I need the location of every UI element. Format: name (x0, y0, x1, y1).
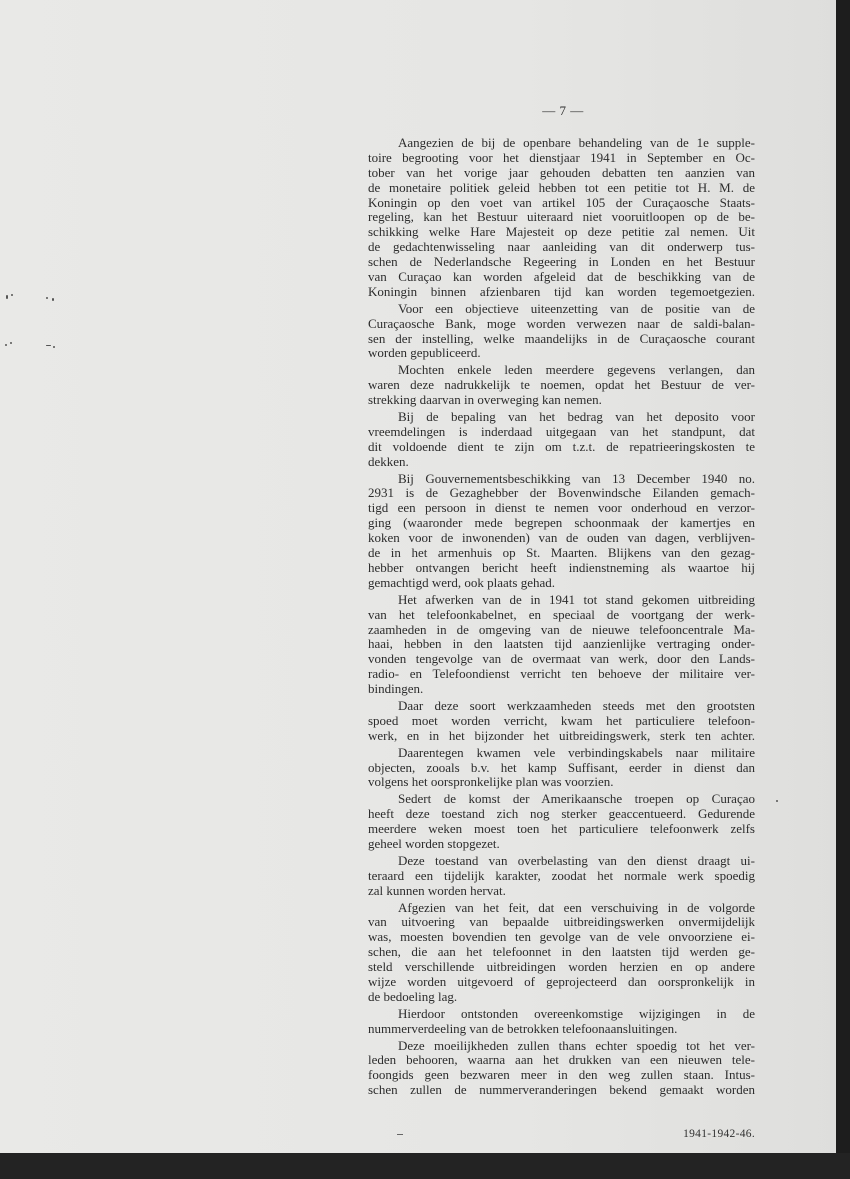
text-line: spoed moet worden verricht, kwam het particuliere telefoon- (368, 713, 755, 728)
scan-speck (6, 295, 8, 299)
scan-speck (53, 346, 55, 348)
text-line: de monetaire politiek geleid hebben tot een petitie tot H. M. de (368, 180, 755, 195)
paragraph (368, 593, 755, 697)
text-line: zal kunnen worden hervat. (368, 883, 506, 898)
text-line: de bedoeling lag. (368, 989, 458, 1004)
scan-speck (10, 342, 12, 344)
paragraph (368, 1039, 755, 1099)
text-line: tober van het vorige jaar gehouden debatten ten aanzien van (368, 165, 755, 180)
text-line: heeft deze toestand zich nog sterker geaccentueerd. Gedurende (368, 807, 755, 822)
footer-mark (397, 1134, 403, 1135)
text-line: vonden tengevolge van de overmaat van werk, door den Lands- (368, 652, 755, 667)
text-line: nummerverdeeling van de betrokken telefoonaansluitingen. (368, 1021, 678, 1036)
paragraph (368, 302, 755, 362)
text-line: objecten, zooals b.v. het kamp Suffisant, eerder in dienst dan (368, 760, 755, 775)
text-line: Voor een objectieve uiteenzetting van de positie van de (398, 301, 755, 316)
text-line: worden gepubliceerd. (368, 346, 481, 361)
body-text (368, 136, 755, 1098)
text-line: waren deze nadrukkelijk te noemen, opdat het Bestuur de ver- (368, 378, 755, 393)
paragraph (368, 472, 755, 591)
text-line: Mochten enkele leden meerdere gegevens verlangen, dan (398, 363, 755, 378)
scan-speck (5, 344, 7, 346)
text-line: haai, hebben in den laatsten tijd aanzienlijke vertraging onder- (368, 637, 755, 652)
text-line: regeling, kan het Bestuur uiteraard niet vooruitloopen op de be- (368, 210, 755, 225)
text-line: foongids geen bezwaren meer in den weg zullen staan. Intus- (368, 1068, 755, 1083)
paragraph (368, 854, 755, 899)
document-code: 1941-1942-46. (683, 1128, 755, 1140)
text-line: vreemdelingen is inderdaad uitgegaan van het standpunt, dat (368, 424, 755, 439)
text-line: de in het armenhuis op St. Maarten. Blijkens van den gezag- (368, 546, 755, 561)
page-number: — 7 — (542, 103, 584, 118)
scan-edge-right (836, 0, 850, 1179)
text-line: koken voor de inwonenden) van de ouden van dagen, verblijven- (368, 531, 755, 546)
text-line: was, moesten bovendien ten gevolge van de vele onvoorziene ei- (368, 930, 755, 945)
text-line: schikking welke Hare Majesteit op deze petitie zal nemen. Uit (368, 225, 755, 240)
text-line: Daar deze soort werkzaamheden steeds met den grootsten (398, 698, 755, 713)
paragraph (368, 410, 755, 470)
text-line: zaamheden in de omgeving van de nieuwe telefooncentrale Ma- (368, 622, 755, 637)
text-line: tigd een persoon in dienst te nemen voor onderhoud en verzor- (368, 501, 755, 516)
text-line: strekking daarvan in overweging kan nemen. (368, 393, 602, 408)
text-line: 2931 is de Gezaghebber der Bovenwindsche Eilanden gemach- (368, 486, 755, 501)
text-line: geheel worden stopgezet. (368, 836, 500, 851)
text-line: Deze toestand van overbelasting van den dienst draagt ui- (398, 853, 755, 868)
text-line: schen, die aan het telefoonnet in den laatsten tijd werden ge- (368, 945, 755, 960)
text-line: schen de Nederlandsche Regeering in Londen en het Bestuur (368, 255, 755, 270)
scan-speck (46, 345, 51, 346)
text-line: schen zullen de nummerveranderingen bekend gemaakt worden (368, 1083, 755, 1098)
scan-speck (776, 800, 778, 802)
text-line: Koningin binnen afzienbaren tijd kan worden tegemoetgezien. (368, 284, 755, 299)
text-line: van uitvoering van bepaalde uitbreidingswerken onvermijdelijk (368, 915, 755, 930)
scan-edge-bottom (0, 1153, 850, 1179)
text-line: steld verschillende uitbreidingen worden herzien en op andere (368, 960, 755, 975)
paragraph (368, 746, 755, 791)
scan-speck (11, 294, 13, 296)
text-line: meerdere weken moest toen het particuliere telefoonwerk zelfs (368, 822, 755, 837)
text-line: van het telefoonkabelnet, en speciaal de voortgang der werk- (368, 607, 755, 622)
paragraph (368, 699, 755, 744)
paragraph (368, 136, 755, 300)
text-line: Afgezien van het feit, dat een verschuiving in de volgorde (398, 900, 755, 915)
text-line: volgens het oorspronkelijke plan was voorzien. (368, 775, 614, 790)
text-line: leden behooren, waarna aan het drukken van een nieuwen tele- (368, 1053, 755, 1068)
text-line: Koningin op den voet van artikel 105 der Curaçaosche Staats- (368, 195, 755, 210)
text-line: ging (waaronder mede begrepen schoonmaak der kamertjes en (368, 516, 755, 531)
text-line: Aangezien de bij de openbare behandeling van de 1e supple- (398, 136, 755, 150)
text-line: gemachtigd werd, ook plaats gehad. (368, 575, 555, 590)
paragraph (368, 363, 755, 408)
text-line: Hierdoor ontstonden overeenkomstige wijzigingen in de (398, 1006, 755, 1021)
text-line: hebber ontvangen bericht heeft indienstneming als waartoe hij (368, 560, 755, 575)
paragraph (368, 1007, 755, 1037)
text-line: Daarentegen kwamen vele verbindingskabels naar militaire (398, 745, 755, 760)
text-line: teraard een tijdelijk karakter, zoodat het normale werk spoedig (368, 868, 755, 883)
text-line: Sedert de komst der Amerikaansche troepen op Curaçao (398, 792, 755, 807)
scan-speck (52, 298, 54, 301)
text-line: Bij de bepaling van het bedrag van het deposito voor (398, 410, 755, 425)
text-line: de gedachtenwisseling naar aanleiding van dit onderwerp tus- (368, 240, 755, 255)
paragraph (368, 792, 755, 852)
text-line: Bij Gouvernementsbeschikking van 13 December 1940 no. (398, 471, 755, 486)
text-line: toire begrooting voor het dienstjaar 1941 in September en Oc- (368, 150, 755, 165)
text-line: Curaçaosche Bank, moge worden verwezen naar de saldi-balan- (368, 316, 755, 331)
paragraph (368, 901, 755, 1005)
scan-speck (46, 297, 48, 299)
text-line: dekken. (368, 454, 409, 469)
text-line: wijze worden uitgevoerd of geprojecteerd dan oorspronkelijk in (368, 974, 755, 989)
text-line: dit voldoende dient te zijn om t.z.t. de repatrieeringskosten te (368, 439, 755, 454)
text-line: werk, en in het bijzonder het uitbreidingswerk, sterk ten achter. (368, 728, 755, 743)
text-line: Deze moeilijkheden zullen thans echter spoedig tot het ver- (398, 1038, 755, 1053)
text-line: sen der instelling, welke maandelijks in de Curaçaosche courant (368, 331, 755, 346)
text-line: radio- en Telefoondienst verricht ten behoeve der militaire ver- (368, 667, 755, 682)
text-line: Het afwerken van de in 1941 tot stand gekomen uitbreiding (398, 592, 755, 607)
text-line: bindingen. (368, 682, 424, 697)
text-line: van Curaçao kan worden afgeleid dat de beschikking van de (368, 270, 755, 285)
